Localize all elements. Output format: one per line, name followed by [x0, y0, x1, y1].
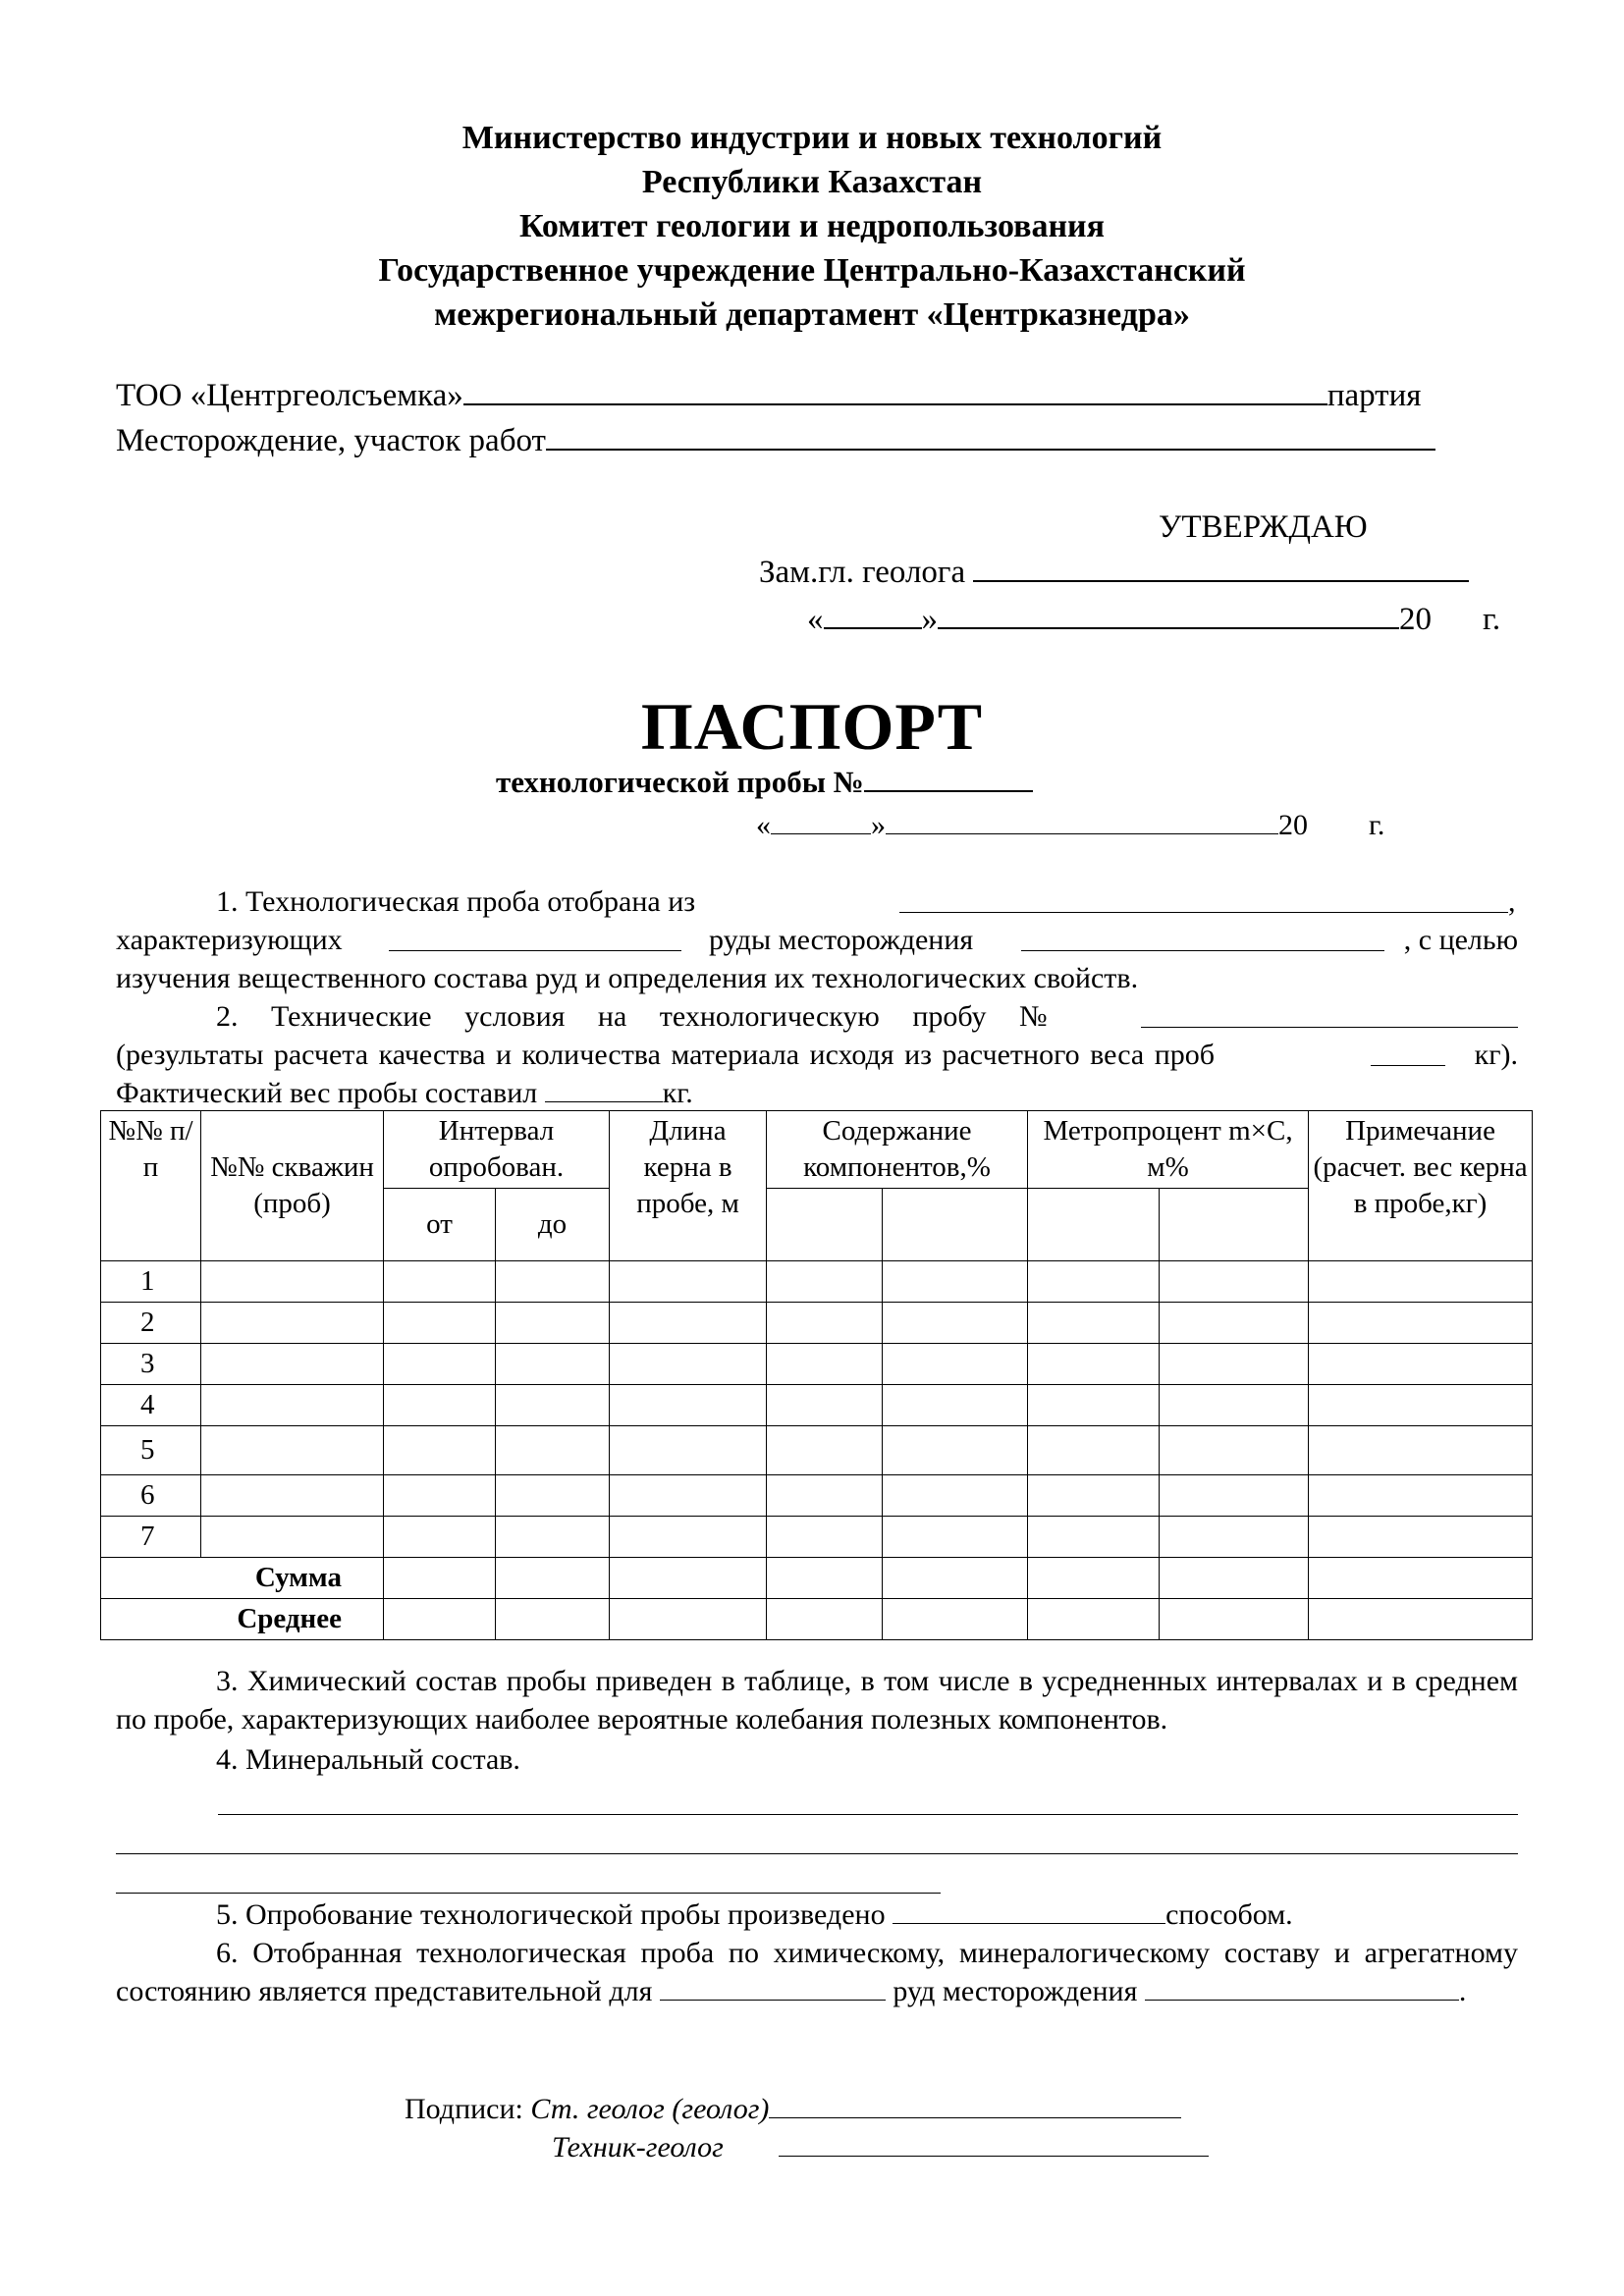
metro-cell[interactable]: [1028, 1189, 1160, 1261]
para1-text-a: 1. Технологическая проба отобрана из: [216, 885, 696, 918]
table-row: [101, 1344, 1533, 1385]
para1-text-c: характеризующих: [116, 924, 343, 956]
para3-text: 3. Химический состав пробы приведен в таблице, в том числе в усредненных интервалах и в среднем по пробе, характеризующих наиболее вероятные колебания полезных компонентов.: [116, 1665, 1518, 1735]
company-name: ТОО «Центргеолсъемка»: [116, 378, 463, 413]
table-cell[interactable]: [767, 1558, 883, 1599]
table-cell[interactable]: [496, 1344, 610, 1385]
para2-text-c: кг).: [1474, 1039, 1518, 1071]
quote-close: »: [871, 809, 886, 841]
table-cell[interactable]: [1160, 1385, 1309, 1426]
table-cell[interactable]: [767, 1261, 883, 1303]
approval-day-field[interactable]: [824, 604, 922, 629]
table-cell[interactable]: [496, 1599, 610, 1640]
table-cell[interactable]: [1028, 1385, 1160, 1426]
para1-text-e: , с целью: [1403, 924, 1518, 956]
table-cell[interactable]: [1160, 1303, 1309, 1344]
table-cell[interactable]: [201, 1385, 384, 1426]
table-row: [101, 1475, 1533, 1517]
content-cell[interactable]: [767, 1189, 883, 1261]
header-interval: Интервал опробован.: [384, 1111, 610, 1189]
table-cell[interactable]: [1309, 1558, 1533, 1599]
table-cell[interactable]: [201, 1344, 384, 1385]
table-cell[interactable]: [1309, 1517, 1533, 1558]
para6-deposit-field[interactable]: [1145, 1978, 1459, 2001]
table-cell[interactable]: [1160, 1558, 1309, 1599]
party-field[interactable]: [463, 380, 1327, 405]
para5-text-b: способом.: [1165, 1898, 1293, 1931]
table-cell[interactable]: [767, 1599, 883, 1640]
signature-tech-line: [552, 2129, 1209, 2166]
header-length: Длина керна в пробе, м: [610, 1111, 767, 1261]
header-content: Содержание компонентов,%: [767, 1111, 1028, 1189]
quote-open: «: [756, 809, 771, 841]
table-cell[interactable]: [610, 1475, 767, 1517]
table-cell[interactable]: [1160, 1344, 1309, 1385]
table-cell[interactable]: [610, 1344, 767, 1385]
table-cell[interactable]: [1028, 1558, 1160, 1599]
table-cell[interactable]: [384, 1385, 496, 1426]
approval-title: УТВЕРЖДАЮ: [1159, 509, 1368, 545]
company-line: [116, 376, 1421, 416]
table-row: [101, 1517, 1533, 1558]
table-cell[interactable]: [201, 1261, 384, 1303]
mineral-line-2[interactable]: [116, 1853, 1518, 1854]
table-cell[interactable]: [384, 1558, 496, 1599]
table-cell[interactable]: [1028, 1599, 1160, 1640]
para1-type-field[interactable]: [389, 929, 681, 951]
table-cell[interactable]: [767, 1517, 883, 1558]
table-cell[interactable]: [1309, 1261, 1533, 1303]
table-cell[interactable]: [1160, 1599, 1309, 1640]
table-cell[interactable]: [384, 1475, 496, 1517]
senior-signature-field[interactable]: [769, 2096, 1181, 2118]
table-cell[interactable]: [1309, 1303, 1533, 1344]
header-to: до: [496, 1189, 610, 1261]
para5-text-a: 5. Опробование технологической пробы произведено: [216, 1898, 886, 1931]
table-row: [101, 1385, 1533, 1426]
para5-method-field[interactable]: [893, 1901, 1165, 1924]
header-well: №№ скважин (проб): [201, 1111, 384, 1261]
table-cell[interactable]: [384, 1344, 496, 1385]
para4-text: 4. Минеральный состав.: [216, 1743, 520, 1776]
para6-text-a: 6. Отобранная технологическая проба по химическому, минералогическому составу и агрегатному состоянию является представительной для: [116, 1937, 1518, 2007]
table-cell[interactable]: [496, 1385, 610, 1426]
table-cell[interactable]: [1028, 1344, 1160, 1385]
approval-date-line: [807, 600, 1500, 640]
table-cell[interactable]: [1028, 1261, 1160, 1303]
row-number: 6: [101, 1475, 201, 1517]
table-cell[interactable]: [610, 1558, 767, 1599]
table-cell[interactable]: [1309, 1385, 1533, 1426]
para2-actual-weight-field[interactable]: [545, 1080, 663, 1102]
table-cell[interactable]: [201, 1517, 384, 1558]
table-body: [101, 1261, 1533, 1558]
table-cell[interactable]: [384, 1303, 496, 1344]
para2-tu-number-field[interactable]: [1141, 1005, 1518, 1028]
table-cell[interactable]: [496, 1475, 610, 1517]
table-cell[interactable]: [767, 1385, 883, 1426]
table-cell[interactable]: [883, 1475, 1028, 1517]
table-cell[interactable]: [610, 1303, 767, 1344]
table-cell[interactable]: [201, 1303, 384, 1344]
mineral-line-3[interactable]: [116, 1893, 941, 1894]
table-row: [101, 1303, 1533, 1344]
para6-text-c: .: [1458, 1975, 1467, 2007]
document-date-line: [756, 807, 1384, 844]
para1-text-f: изучения вещественного состава руд и определения их технологических свойств.: [116, 962, 1139, 994]
approval-month-field[interactable]: [938, 604, 1399, 629]
site-label: Месторождение, участок работ: [116, 423, 546, 458]
para1-deposit-field[interactable]: [1021, 929, 1384, 951]
table-cell[interactable]: [384, 1517, 496, 1558]
table-cell[interactable]: [1160, 1517, 1309, 1558]
approval-year-suffix: г.: [1483, 602, 1501, 637]
table-cell[interactable]: [496, 1558, 610, 1599]
para1-source-field[interactable]: [899, 890, 1508, 913]
table-cell[interactable]: [883, 1599, 1028, 1640]
table-cell[interactable]: [384, 1261, 496, 1303]
sample-number-field[interactable]: [864, 767, 1033, 792]
party-label: партия: [1326, 378, 1422, 413]
table-cell[interactable]: [1309, 1599, 1533, 1640]
table-cell[interactable]: [1028, 1475, 1160, 1517]
paragraph-1: [116, 882, 1518, 997]
table-cell[interactable]: [883, 1344, 1028, 1385]
header-line: межрегиональный департамент «Центрказнедра»: [434, 296, 1190, 333]
para2-text-b: (результаты расчета качества и количества материала исходя из расчетного веса проб: [116, 1039, 1216, 1071]
para2-text-a: 2. Технические условия на технологическую пробу №: [216, 1000, 1048, 1033]
para2-text-d: Фактический вес пробы составил: [116, 1077, 538, 1109]
doc-day-field[interactable]: [771, 812, 871, 834]
tech-signature-field[interactable]: [779, 2134, 1209, 2157]
table-cell[interactable]: [610, 1261, 767, 1303]
row-number: 2: [101, 1303, 201, 1344]
para2-calc-weight-field[interactable]: [1371, 1043, 1445, 1066]
table-cell[interactable]: [767, 1426, 883, 1475]
sum-label: Сумма: [101, 1558, 384, 1599]
mineral-line-1[interactable]: [218, 1814, 1518, 1815]
table-cell[interactable]: [883, 1426, 1028, 1475]
table-cell[interactable]: [384, 1426, 496, 1475]
table-cell[interactable]: [883, 1517, 1028, 1558]
row-number: 4: [101, 1385, 201, 1426]
table-cell[interactable]: [1309, 1344, 1533, 1385]
header-from: от: [384, 1189, 496, 1261]
table-cell[interactable]: [384, 1599, 496, 1640]
table-cell[interactable]: [1028, 1517, 1160, 1558]
table-cell[interactable]: [883, 1385, 1028, 1426]
table-cell[interactable]: [767, 1344, 883, 1385]
para1-text-d: руды месторождения: [709, 924, 974, 956]
para6-text-b: руд месторождения: [893, 1975, 1138, 2007]
senior-geologist-label: Ст. геолог (геолог): [530, 2093, 770, 2125]
header-metro: Метропроцент m×C, м%: [1028, 1111, 1309, 1189]
table-cell[interactable]: [1309, 1426, 1533, 1475]
header-line: Комитет геологии и недропользования: [518, 208, 1106, 244]
header-line: Республики Казахстан: [641, 164, 983, 200]
header-line: Министерство индустрии и новых технологий: [461, 120, 1163, 156]
ministry-header: [0, 116, 1624, 337]
table-cell[interactable]: [883, 1261, 1028, 1303]
site-line: [116, 421, 1435, 461]
document-title: ПАСПОРТ: [640, 689, 984, 764]
table-cell[interactable]: [883, 1558, 1028, 1599]
approval-role-line: [759, 553, 1469, 593]
table-cell[interactable]: [610, 1426, 767, 1475]
approval-year: 20: [1399, 602, 1432, 637]
average-label: Среднее: [101, 1599, 384, 1640]
para6-body: [116, 1934, 1518, 2010]
table-cell[interactable]: [496, 1426, 610, 1475]
site-field[interactable]: [546, 425, 1435, 451]
content-cell[interactable]: [883, 1189, 1028, 1261]
signatures-label: Подписи:: [405, 2093, 523, 2125]
table-cell[interactable]: [767, 1475, 883, 1517]
tech-geologist-label: Техник-геолог: [552, 2131, 724, 2163]
para1-comma: ,: [1508, 885, 1516, 918]
row-number: 1: [101, 1261, 201, 1303]
table-cell[interactable]: [1160, 1426, 1309, 1475]
approval-role: Зам.гл. геолога: [759, 555, 966, 590]
para6-ore-field[interactable]: [660, 1978, 886, 2001]
approval-signature-field[interactable]: [973, 557, 1469, 582]
metro-cell[interactable]: [1160, 1189, 1309, 1261]
header-note: Примечание (расчет. вес керна в пробе,кг): [1309, 1111, 1533, 1261]
sample-table: [100, 1110, 1533, 1640]
table-cell[interactable]: [767, 1303, 883, 1344]
document-subtitle: технологической пробы №: [496, 765, 864, 799]
table-cell[interactable]: [496, 1303, 610, 1344]
table-cell[interactable]: [201, 1426, 384, 1475]
paragraph-6: [116, 1934, 1518, 2010]
paragraph-5: [216, 1896, 1293, 1934]
quote-close: »: [921, 602, 938, 637]
table-cell[interactable]: [610, 1599, 767, 1640]
signature-senior-line: [405, 2091, 1181, 2128]
table-cell[interactable]: [496, 1517, 610, 1558]
table-row-average: [101, 1599, 1533, 1640]
document-subtitle-line: [496, 764, 1033, 802]
quote-open: «: [807, 602, 824, 637]
table-cell[interactable]: [610, 1385, 767, 1426]
table-row: [101, 1261, 1533, 1303]
table-cell[interactable]: [496, 1261, 610, 1303]
table-cell[interactable]: [1028, 1303, 1160, 1344]
table-row: [101, 1426, 1533, 1475]
row-number: 5: [101, 1426, 201, 1475]
doc-year: 20: [1278, 809, 1308, 841]
table-cell[interactable]: [610, 1517, 767, 1558]
table-row-sum: [101, 1558, 1533, 1599]
table-cell[interactable]: [1160, 1475, 1309, 1517]
paragraph-2: [116, 997, 1518, 1112]
doc-year-suffix: г.: [1369, 809, 1385, 841]
table-cell[interactable]: [1309, 1475, 1533, 1517]
table-cell[interactable]: [201, 1475, 384, 1517]
table-cell[interactable]: [1160, 1261, 1309, 1303]
row-number: 7: [101, 1517, 201, 1558]
header-num: №№ п/п: [101, 1111, 201, 1261]
table-cell[interactable]: [883, 1303, 1028, 1344]
doc-month-field[interactable]: [886, 812, 1278, 834]
table-cell[interactable]: [1028, 1426, 1160, 1475]
para2-text-e: кг.: [662, 1077, 693, 1109]
row-number: 3: [101, 1344, 201, 1385]
header-line: Государственное учреждение Центрально-Казахстанский: [378, 252, 1246, 289]
paragraph-3: [116, 1662, 1518, 1779]
